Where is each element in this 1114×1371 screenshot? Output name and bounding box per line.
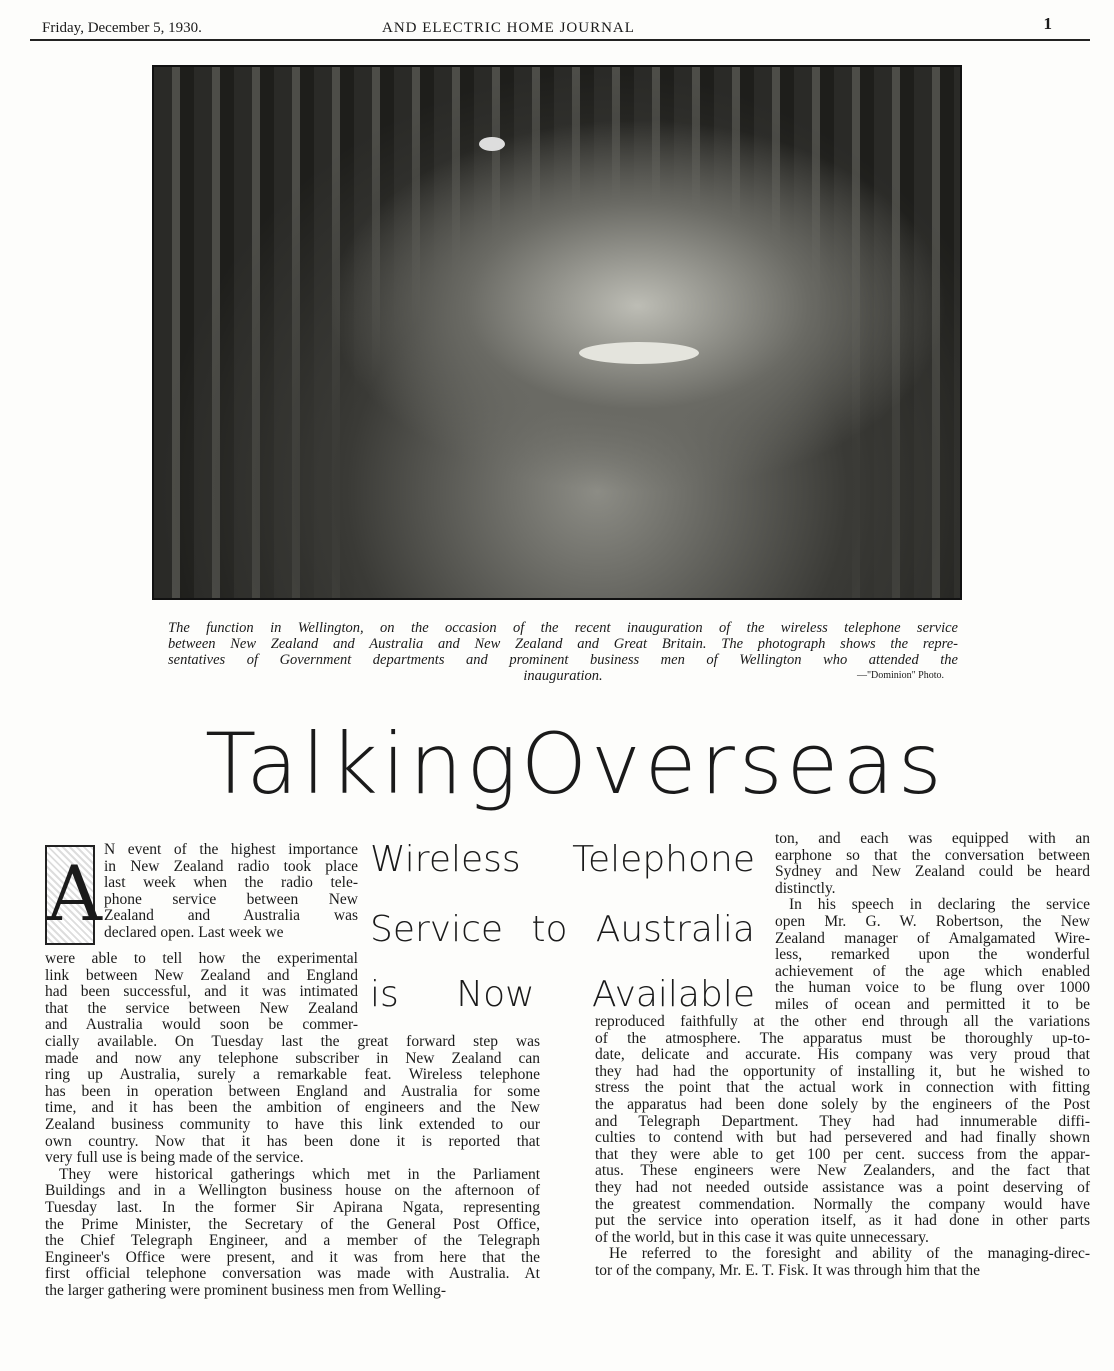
text-line: distinctly.	[775, 879, 836, 897]
text-line: of the atmosphere. The apparatus must be thoroughly up-to-	[595, 1029, 1090, 1047]
text-line: date, delicate and accurate. His company was very proud that	[595, 1046, 1090, 1064]
text-line: atus. These engineers were New Zealanders, and the fact that	[595, 1162, 1090, 1180]
text-line: very full use is being made of the service.	[45, 1149, 304, 1167]
subhead-word: Telephone	[572, 839, 755, 880]
drop-cap: A	[45, 845, 95, 945]
text-line: put the service into operation itself, as it had done in other parts	[595, 1212, 1090, 1230]
text-line: stress the point that the actual work in connection with fitting	[595, 1079, 1090, 1097]
caption-line: inauguration.	[523, 668, 603, 684]
wellington-function-photo	[152, 65, 962, 600]
article-right-narrow	[775, 831, 1090, 1014]
text-line: the Prime Minister, the Secretary of the General Post Office,	[45, 1215, 540, 1233]
text-line: last week when the radio tele-	[104, 874, 358, 892]
text-line: In his speech in declaring the service	[789, 896, 1090, 914]
caption-line: The function in Wellington, on the occasion of the recent inauguration of the wireless telephone service	[168, 620, 958, 636]
text-line: ton, and each was equipped with an	[775, 830, 1090, 847]
article-left-narrow	[104, 842, 358, 942]
headline	[205, 715, 946, 813]
text-line: link between New Zealand and England	[45, 966, 358, 984]
caption-line: between New Zealand and Australia and New Zealand and Great Britain. The photograph shows the repre-	[168, 636, 958, 652]
caption-line: sentatives of Government departments and prominent business men of Wellington who attended the	[168, 652, 958, 668]
headline-word: Talking	[205, 715, 521, 813]
text-line: Zealand business community to have this link extended to our	[45, 1115, 540, 1133]
header-rule	[30, 39, 1090, 41]
page-number: 1	[1043, 14, 1052, 33]
text-line: has been in operation between England and Australia for some	[45, 1082, 540, 1100]
article-left-wide	[45, 1034, 540, 1300]
text-line: ring up Australia, surely a remarkable feat. Wireless telephone	[45, 1066, 540, 1084]
text-line: N event of the highest importance	[104, 841, 358, 858]
text-line: tor of the company, Mr. E. T. Fisk. It was through him that the	[595, 1261, 981, 1279]
text-line: culties to contend with but had persevered and had finally shown	[595, 1129, 1090, 1147]
text-line: and Australia would soon be commer-	[45, 1016, 358, 1034]
text-line: Buildings and in a Wellington business house on the afternoon of	[45, 1182, 540, 1200]
text-line: open Mr. G. W. Robertson, the New	[775, 912, 1090, 930]
text-line: own country. Now that it has been done it is reported that	[45, 1132, 540, 1150]
text-line: phone service between New	[104, 890, 358, 908]
text-line: earphone so that the conversation between	[775, 846, 1090, 864]
issue-date: Friday, December 5, 1930.	[42, 20, 202, 36]
text-line: the human voice to be flung over 1000	[775, 979, 1090, 997]
text-line: declared open. Last week we	[104, 923, 284, 941]
text-line: less, remarked upon the wonderful	[775, 946, 1090, 964]
subhead-word: to	[531, 909, 568, 950]
subhead-word: Now	[456, 974, 535, 1015]
text-line: achievement of the age which enabled	[775, 962, 1090, 980]
subhead-word: is	[370, 974, 399, 1015]
journal-name: AND ELECTRIC HOME JOURNAL	[382, 20, 635, 36]
text-line: that they were able to get 100 per cent. success from the appar-	[595, 1145, 1090, 1163]
subhead-word: Australia	[595, 909, 755, 950]
text-line: of the world, but in this case it was quite unnecessary.	[595, 1228, 929, 1246]
text-line: first official telephone conversation was made with Australia. At	[45, 1265, 540, 1283]
subhead-word: Available	[592, 974, 755, 1015]
photo-table	[579, 342, 699, 364]
text-line: He referred to the foresight and ability of the managing-direc-	[609, 1245, 1090, 1263]
text-line: had been successful, and it was intimated	[45, 983, 358, 1001]
photo-credit: —"Dominion" Photo.	[856, 670, 944, 681]
text-line: time, and it has been the ambition of engineers and the New	[45, 1099, 540, 1117]
text-line: the Chief Telegraph Engineer, and a member of the Telegraph	[45, 1232, 540, 1250]
text-line: in New Zealand radio took place	[104, 857, 358, 875]
text-line: Zealand manager of Amalgamated Wire-	[775, 929, 1090, 947]
text-line: Sydney and New Zealand could be heard	[775, 863, 1090, 881]
text-line: They were historical gatherings which met in the Parliament	[59, 1165, 540, 1183]
text-line: Engineer's Office were present, and it was from here that the	[45, 1248, 540, 1266]
subheadline-row	[370, 840, 755, 880]
text-line: they had had the opportunity of installing it, but he wished to	[595, 1062, 1090, 1080]
text-line: Zealand and Australia was	[104, 907, 358, 925]
text-line: they had not needed outside assistance was a point deserving of	[595, 1178, 1090, 1196]
text-line: that the service between New Zealand	[45, 999, 358, 1017]
photo-lamp	[479, 137, 505, 151]
article-left-mid	[45, 951, 358, 1034]
text-line: and Telegraph Department. They had had innumerable diffi-	[595, 1112, 1090, 1130]
article-right-wide	[595, 1014, 1090, 1280]
text-line: made and now any telephone subscriber in New Zealand can	[45, 1049, 540, 1067]
text-line: were able to tell how the experimental	[45, 950, 358, 967]
text-line: the apparatus had been done solely by the engineers of the Post	[595, 1095, 1090, 1113]
photo-caption	[168, 620, 958, 684]
text-line: reproduced faithfully at the other end through all the variations	[595, 1013, 1090, 1030]
text-line: the greatest commendation. Normally the company would have	[595, 1195, 1090, 1213]
subhead-word: Wireless	[370, 839, 521, 880]
subheadline-row	[370, 910, 755, 950]
text-line: cially available. On Tuesday last the great forward step was	[45, 1033, 540, 1050]
text-line: miles of ocean and permitted it to be	[775, 995, 1090, 1013]
text-line: Tuesday last. In the former Sir Apirana Ngata, representing	[45, 1198, 540, 1216]
headline-word: Overseas	[520, 715, 946, 813]
subheadline-row	[370, 975, 755, 1015]
text-line: the larger gathering were prominent business men from Welling-	[45, 1281, 447, 1299]
subhead-word: Service	[370, 909, 504, 950]
